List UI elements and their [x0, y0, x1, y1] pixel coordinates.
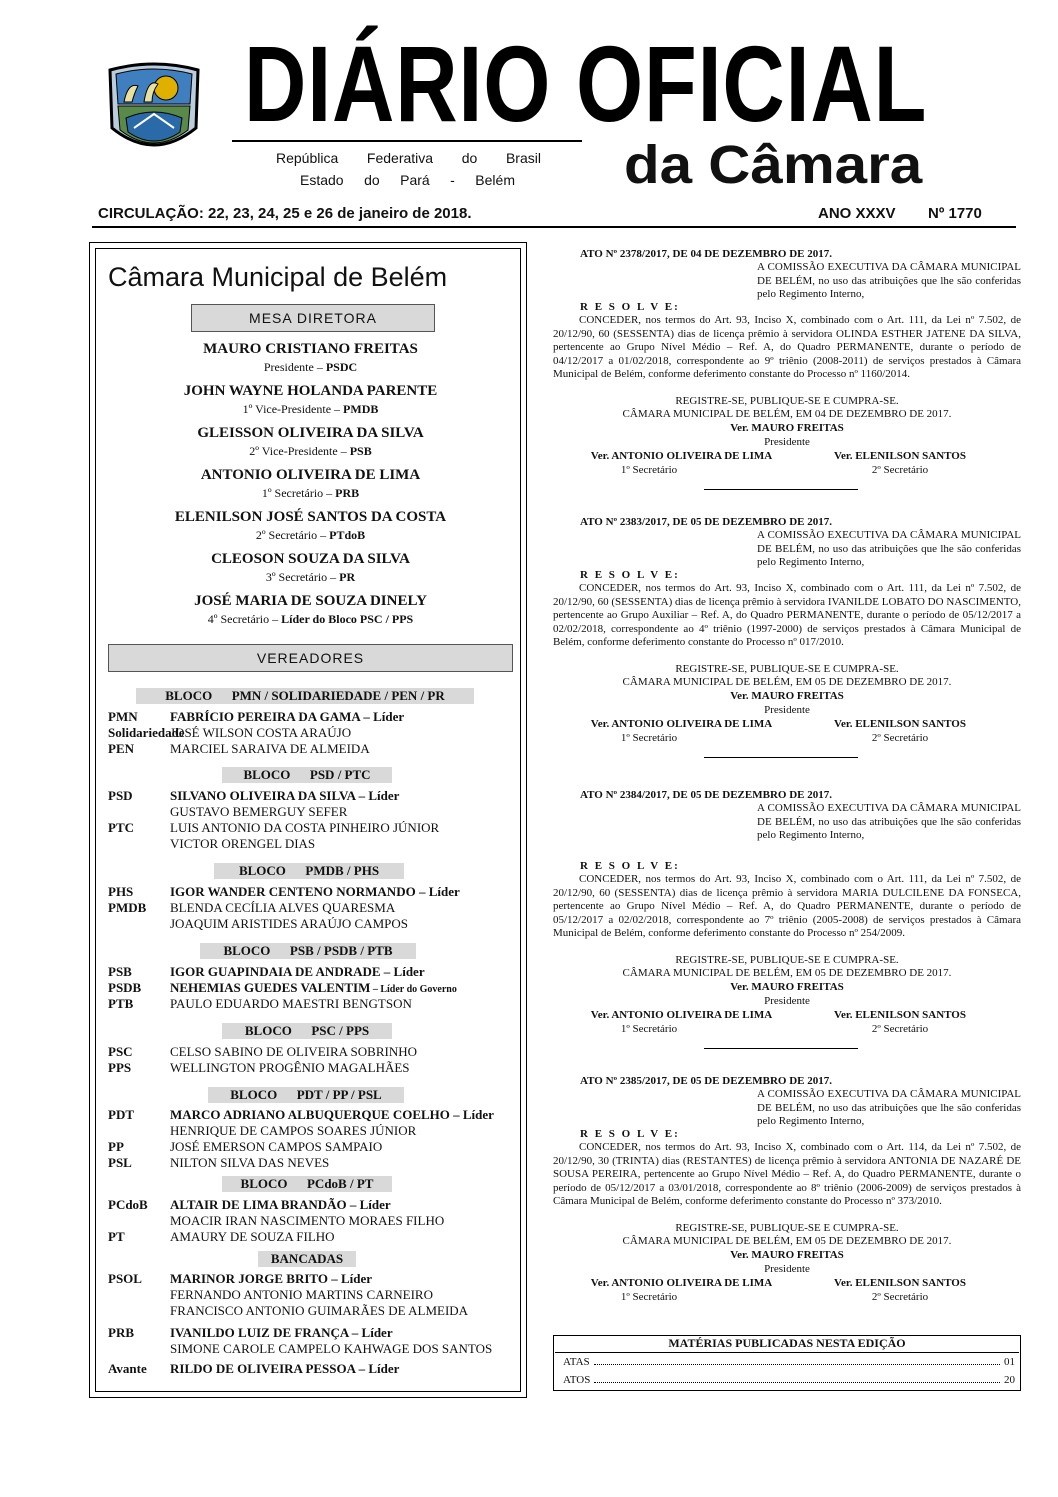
ato-body: CONCEDER, nos termos do Art. 93, Inciso X, combinado com o Art. 111, da Lei nº 7.502, de 20/12/90, 60 (SESSENTA) dias de licença prêmio à servidora OLINDA ESTHER JATENE DA SILVA, pertencente ao Grupo Nível Médio – Ref. A, do Quadro PERMANENTE, durante o período de 04/12/2017 a 01/02/2018, correspondente ao 9º triênio (2008-2011) de serviços prestados à Câmara Municipal de Belém, conforme deferimento constante do Processo nº 1160/2014. — [553, 314, 1021, 380]
vereador-name — [170, 964, 425, 980]
ato-comissao: A COMISSÃO EXECUTIVA DA CÂMARA MUNICIPAL DE BELÉM, no uso das atribuições que lhe são conferidas pelo Regimento Interno, — [757, 529, 1021, 568]
ato-local: CÂMARA MUNICIPAL DE BELÉM, EM 05 DE DEZEMBRO DE 2017. — [622, 967, 952, 979]
secretario1-role: 1º Secretário — [620, 732, 678, 744]
year-label: ANO XXXV — [818, 205, 896, 222]
vereador-name — [170, 1107, 494, 1123]
leader-tag: – Líder — [346, 1197, 391, 1212]
ato-registre: REGISTRE-SE, PUBLIQUE-SE E CUMPRA-SE. — [675, 663, 899, 675]
vereador-fullname: MOACIR IRAN NASCIMENTO MORAES FILHO — [170, 1213, 445, 1228]
estado-word: do — [364, 172, 380, 188]
vereador-name — [170, 741, 370, 757]
mesa-member-role — [108, 528, 513, 543]
vereador-fullname: SIMONE CAROLE CAMPELO KAHWAGE DOS SANTOS — [170, 1341, 493, 1356]
mesa-member-name: GLEISSON OLIVEIRA DA SILVA — [197, 425, 424, 441]
secretario1-name: Ver. ANTONIO OLIVEIRA DE LIMA — [590, 718, 773, 730]
bloco-header: BLOCO PSB / PSDB / PTB — [200, 943, 416, 959]
vereador-fullname: MARCO ADRIANO ALBUQUERQUE COELHO — [170, 1107, 450, 1122]
secretario1-role: 1º Secretário — [620, 1291, 678, 1303]
vereador-name — [170, 996, 412, 1012]
ato-body: CONCEDER, nos termos do Art. 93, Inciso X, combinado com o Art. 111, da Lei nº 7.502, de 20/12/90, 60 (SESSENTA) dias de licença prêmio à servidora MARIA DULCILENE DA FONSECA, pertencente ao Grupo Nível Médio – Ref. A, do Quadro PERMANENTE, durante o período de 05/12/2017 a 02/02/2018, correspondente ao 7º triênio (2005-2008) de serviços prestados à Câmara Municipal de Belém, conforme deferimento constante do Processo nº 254/2009. — [553, 873, 1021, 939]
ato-registre: REGISTRE-SE, PUBLIQUE-SE E CUMPRA-SE. — [675, 1222, 899, 1234]
secretario1-name: Ver. ANTONIO OLIVEIRA DE LIMA — [590, 1277, 773, 1289]
materias-header: MATÉRIAS PUBLICADAS NESTA EDIÇÃO — [668, 1336, 906, 1350]
party-abbrev: PSOL — [108, 1271, 142, 1286]
party-abbrev: Avante — [108, 1361, 147, 1376]
vereador-fullname: ALTAIR DE LIMA BRANDÃO — [170, 1197, 347, 1212]
vereador-name — [170, 1139, 382, 1155]
party-abbrev: PMDB — [108, 900, 147, 915]
materias-page: 20 — [1004, 1374, 1015, 1386]
party-abbrev: PPS — [108, 1060, 132, 1075]
mesa-member-role — [108, 444, 513, 459]
ato-local: CÂMARA MUNICIPAL DE BELÉM, EM 05 DE DEZEMBRO DE 2017. — [622, 676, 952, 688]
vereador-name — [170, 1060, 410, 1076]
secretario2-role: 2º Secretário — [871, 1291, 929, 1303]
mesa-member-name: MAURO CRISTIANO FREITAS — [203, 341, 418, 357]
bloco-header: BLOCO PMDB / PHS — [214, 863, 404, 879]
leader-dots — [594, 1356, 1000, 1365]
vereador-name — [170, 836, 315, 852]
vereador-name — [170, 1123, 416, 1139]
materias-label: ATOS — [563, 1374, 591, 1386]
bloco-header: BLOCO PDT / PP / PSL — [208, 1087, 404, 1103]
role-party: PR — [339, 570, 356, 584]
presidente-name: Ver. MAURO FREITAS — [730, 422, 844, 434]
vereador-name — [170, 1325, 393, 1341]
estado-word: Belém — [475, 172, 515, 188]
presidente-role: Presidente — [764, 436, 810, 448]
secretario2-role: 2º Secretário — [871, 464, 929, 476]
ato-resolve: R E S O L V E: — [580, 569, 680, 581]
vereador-name — [170, 1213, 444, 1229]
ato-body: CONCEDER, nos termos do Art. 93, Inciso X, combinado com o Art. 111, da Lei nº 7.502, de 20/12/90, 60 (SESSENTA) dias de licença prêmio à servidora IVANILDE LOBATO DO NASCIMENTO, pertencente ao Grupo Auxiliar – Ref. A, do Quadro PERMANENTE, durante o período de 05/12/2017 a 02/02/2018, correspondente ao 4º triênio (1997-2000) de serviços prestados à Câmara Municipal de Belém, conforme deferimento constante do Processo nº 017/2010. — [553, 582, 1021, 648]
vereador-name — [170, 980, 457, 996]
vereador-fullname: IGOR GUAPINDAIA DE ANDRADE — [170, 964, 381, 979]
bloco-header: BLOCO PSD / PTC — [222, 767, 392, 783]
mesa-member-role — [108, 612, 513, 627]
vereador-fullname: LUIS ANTONIO DA COSTA PINHEIRO JÚNIOR — [170, 820, 440, 835]
mesa-member-name: ELENILSON JOSÉ SANTOS DA COSTA — [174, 509, 447, 525]
republica-line — [276, 150, 541, 166]
secretario2-role: 2º Secretário — [871, 732, 929, 744]
ato-local: CÂMARA MUNICIPAL DE BELÉM, EM 05 DE DEZEMBRO DE 2017. — [622, 1235, 952, 1247]
role-party: PSB — [349, 444, 372, 458]
materias-label: ATAS — [563, 1356, 590, 1368]
estado-word: - — [450, 172, 455, 188]
party-abbrev: PMN — [108, 709, 138, 724]
presidente-name: Ver. MAURO FREITAS — [730, 1249, 844, 1261]
role-title: 4º Secretário – — [207, 612, 282, 626]
vereador-fullname: CELSO SABINO DE OLIVEIRA SOBRINHO — [170, 1044, 418, 1059]
mesa-member-name: ANTONIO OLIVEIRA DE LIMA — [200, 467, 421, 483]
secretario2-name: Ver. ELENILSON SANTOS — [834, 450, 966, 462]
vereador-fullname: GUSTAVO BEMERGUY SEFER — [170, 804, 348, 819]
estado-word: Pará — [400, 172, 430, 188]
party-abbrev: PCdoB — [108, 1197, 148, 1212]
separator-line — [704, 489, 858, 490]
secretario2-name: Ver. ELENILSON SANTOS — [834, 1009, 966, 1021]
vereador-fullname: NILTON SILVA DAS NEVES — [170, 1155, 330, 1170]
party-abbrev: Solidariedade — [108, 725, 185, 740]
republica-word: Federativa — [366, 150, 434, 166]
role-party: PTdoB — [329, 528, 366, 542]
materias-rule — [555, 1352, 1019, 1353]
vereador-fullname: FRANCISCO ANTONIO GUIMARÃES DE ALMEIDA — [170, 1303, 469, 1318]
vereador-fullname: NEHEMIAS GUEDES VALENTIM — [170, 980, 371, 995]
ato-body: CONCEDER, nos termos do Art. 93, Inciso X, combinado com o Art. 114, da Lei nº 7.502, de 20/12/90, 30 (TRINTA) dias (RESTANTES) de licença prêmio à servidora ANTONIA DE NAZARÉ DE SOUSA PEREIRA, pertencente ao Grupo Nível Médio – Ref. A, do Quadro PERMANENTE, durante o período de 05/12/2017 a 03/01/2018, correspondente ao 8º triênio (2006-2009) de serviços prestados à Câmara Municipal de Belém, conforme deferimento constante do Processo nº 373/2010. — [553, 1141, 1021, 1207]
party-abbrev: PT — [108, 1229, 125, 1244]
secretario2-name: Ver. ELENILSON SANTOS — [834, 718, 966, 730]
materias-row — [563, 1374, 1015, 1386]
leader-tag: – Líder — [355, 1361, 400, 1376]
ato-comissao: A COMISSÃO EXECUTIVA DA CÂMARA MUNICIPAL DE BELÉM, no uso das atribuições que lhe são conferidas pelo Regimento Interno, — [757, 802, 1021, 841]
ato-heading: ATO Nº 2385/2017, DE 05 DE DEZEMBRO DE 2017. — [580, 1075, 832, 1087]
vereador-fullname: MARINOR JORGE BRITO — [170, 1271, 328, 1286]
vereador-name — [170, 1287, 433, 1303]
ato-heading: ATO Nº 2383/2017, DE 05 DE DEZEMBRO DE 2017. — [580, 516, 832, 528]
vereador-fullname: RILDO DE OLIVEIRA PESSOA — [170, 1361, 356, 1376]
ato-comissao: A COMISSÃO EXECUTIVA DA CÂMARA MUNICIPAL DE BELÉM, no uso das atribuições que lhe são conferidas pelo Regimento Interno, — [757, 261, 1021, 300]
republica-word: Brasil — [505, 150, 541, 166]
vereador-fullname: VICTOR ORENGEL DIAS — [170, 836, 316, 851]
vereador-fullname: IVANILDO LUIZ DE FRANÇA — [170, 1325, 349, 1340]
presidente-name: Ver. MAURO FREITAS — [730, 981, 844, 993]
mesa-member-name: JOSÉ MARIA DE SOUZA DINELY — [194, 593, 427, 609]
vereador-fullname: AMAURY DE SOUZA FILHO — [170, 1229, 335, 1244]
vereador-name — [170, 788, 399, 804]
presidente-role: Presidente — [764, 1263, 810, 1275]
leader-tag: – Líder do Governo — [370, 984, 457, 995]
party-abbrev: PSD — [108, 788, 133, 803]
vereador-fullname: SILVANO OLIVEIRA DA SILVA — [170, 788, 356, 803]
role-party: PRB — [335, 486, 360, 500]
presidente-role: Presidente — [764, 995, 810, 1007]
vereador-name — [170, 1361, 399, 1377]
newspaper-subtitle: da Câmara — [624, 135, 923, 195]
role-title: 3º Secretário – — [265, 570, 340, 584]
materias-page: 01 — [1004, 1356, 1015, 1368]
role-party: Líder do Bloco PSC / PPS — [281, 612, 414, 626]
newspaper-title: DIÁRIO OFICIAL — [244, 23, 928, 144]
party-abbrev: PRB — [108, 1325, 134, 1340]
vereador-name — [170, 884, 460, 900]
mesa-member-role — [108, 486, 513, 501]
party-abbrev: PDT — [108, 1107, 134, 1122]
bloco-header: BLOCO PMN / SOLIDARIEDADE / PEN / PR — [136, 688, 474, 704]
role-title: Presidente – — [263, 360, 326, 374]
vereador-fullname: JOAQUIM ARISTIDES ARAÚJO CAMPOS — [170, 916, 409, 931]
vereador-name — [170, 1271, 372, 1287]
party-abbrev: PEN — [108, 741, 134, 756]
ato-comissao: A COMISSÃO EXECUTIVA DA CÂMARA MUNICIPAL DE BELÉM, no uso das atribuições que lhe são conferidas pelo Regimento Interno, — [757, 1088, 1021, 1127]
secretario2-name: Ver. ELENILSON SANTOS — [834, 1277, 966, 1289]
vereador-fullname: PAULO EDUARDO MAESTRI BENGTSON — [170, 996, 412, 1011]
vereador-name — [170, 725, 351, 741]
bloco-header: BLOCO PSC / PPS — [222, 1023, 392, 1039]
vereador-name — [170, 1197, 391, 1213]
republica-word: do — [461, 150, 478, 166]
ato-heading: ATO Nº 2378/2017, DE 04 DE DEZEMBRO DE 2017. — [580, 248, 832, 260]
vereador-fullname: JOSÉ WILSON COSTA ARAÚJO — [170, 725, 352, 740]
edition-number: Nº 1770 — [928, 205, 982, 222]
presidente-role: Presidente — [764, 704, 810, 716]
secretario1-name: Ver. ANTONIO OLIVEIRA DE LIMA — [590, 1009, 773, 1021]
role-party: PSDC — [325, 360, 358, 374]
vereador-name — [170, 1303, 468, 1319]
ato-registre: REGISTRE-SE, PUBLIQUE-SE E CUMPRA-SE. — [675, 954, 899, 966]
vereador-name — [170, 1229, 335, 1245]
leader-tag: – Líder — [380, 964, 425, 979]
ato-heading: ATO Nº 2384/2017, DE 05 DE DEZEMBRO DE 2017. — [580, 789, 832, 801]
role-title: 2º Secretário – — [255, 528, 330, 542]
ato-local: CÂMARA MUNICIPAL DE BELÉM, EM 04 DE DEZEMBRO DE 2017. — [622, 408, 952, 420]
vereador-name — [170, 916, 408, 932]
presidente-name: Ver. MAURO FREITAS — [730, 690, 844, 702]
vereador-name — [170, 804, 347, 820]
vereador-name — [170, 1341, 492, 1357]
vereador-fullname: MARCIEL SARAIVA DE ALMEIDA — [170, 741, 370, 756]
ato-resolve: R E S O L V E: — [580, 860, 680, 872]
party-abbrev: PSL — [108, 1155, 132, 1170]
secretario1-role: 1º Secretário — [620, 464, 678, 476]
mesa-diretora-header: MESA DIRETORA — [191, 304, 435, 332]
party-abbrev: PSDB — [108, 980, 142, 995]
materias-row — [563, 1356, 1015, 1368]
role-title: 1º Secretário – — [261, 486, 336, 500]
council-title: Câmara Municipal de Belém — [108, 262, 448, 292]
mesa-member-name: CLEOSON SOUZA DA SILVA — [211, 551, 410, 567]
party-abbrev: PTB — [108, 996, 134, 1011]
separator-line — [704, 757, 858, 758]
leader-dots — [594, 1374, 1000, 1383]
vereador-name — [170, 1155, 329, 1171]
leader-tag: – Líder — [415, 884, 460, 899]
coat-of-arms-seal — [104, 58, 204, 160]
party-abbrev: PSB — [108, 964, 132, 979]
leader-tag: – Líder — [449, 1107, 494, 1122]
vereador-fullname: HENRIQUE DE CAMPOS SOARES JÚNIOR — [170, 1123, 417, 1138]
vereador-name — [170, 820, 439, 836]
secretario1-role: 1º Secretário — [620, 1023, 678, 1035]
estado-line — [300, 172, 515, 188]
party-abbrev: PHS — [108, 884, 134, 899]
leader-tag: – Líder — [327, 1271, 373, 1286]
header-rule — [92, 226, 1016, 228]
title-rule — [232, 140, 582, 142]
role-title: 2º Vice-Presidente – — [249, 444, 350, 458]
circulation-dates: CIRCULAÇÃO: 22, 23, 24, 25 e 26 de janeiro de 2018. — [98, 205, 472, 222]
vereador-name — [170, 1044, 417, 1060]
mesa-member-name: JOHN WAYNE HOLANDA PARENTE — [183, 383, 438, 399]
estado-word: Estado — [300, 172, 344, 188]
role-title: 1º Vice-Presidente – — [242, 402, 344, 416]
party-abbrev: PTC — [108, 820, 134, 835]
vereador-fullname: IGOR WANDER CENTENO NORMANDO — [170, 884, 416, 899]
leader-tag: – Líder — [360, 709, 405, 724]
separator-line — [704, 1048, 858, 1049]
vereador-fullname: BLENDA CECÍLIA ALVES QUARESMA — [170, 900, 396, 915]
leader-tag: – Líder — [348, 1325, 393, 1340]
secretario2-role: 2º Secretário — [871, 1023, 929, 1035]
secretario1-name: Ver. ANTONIO OLIVEIRA DE LIMA — [590, 450, 773, 462]
ato-resolve: R E S O L V E: — [580, 301, 680, 313]
vereador-fullname: WELLINGTON PROGÊNIO MAGALHÃES — [170, 1060, 410, 1075]
mesa-member-role — [108, 360, 513, 375]
party-abbrev: PSC — [108, 1044, 133, 1059]
party-abbrev: PP — [108, 1139, 124, 1154]
bloco-header: BLOCO PCdoB / PT — [222, 1176, 392, 1192]
ato-resolve: R E S O L V E: — [580, 1128, 680, 1140]
ato-registre: REGISTRE-SE, PUBLIQUE-SE E CUMPRA-SE. — [675, 395, 899, 407]
mesa-member-role — [108, 570, 513, 585]
vereador-name — [170, 709, 404, 725]
vereador-fullname: JOSÉ EMERSON CAMPOS SAMPAIO — [170, 1139, 383, 1154]
vereador-fullname: FERNANDO ANTONIO MARTINS CARNEIRO — [170, 1287, 433, 1302]
role-party: PMDB — [343, 402, 379, 416]
mesa-member-role — [108, 402, 513, 417]
vereador-fullname: FABRÍCIO PEREIRA DA GAMA — [170, 709, 361, 724]
vereadores-header: VEREADORES — [108, 644, 513, 672]
vereador-name — [170, 900, 395, 916]
republica-word: República — [276, 150, 339, 166]
leader-tag: – Líder — [355, 788, 400, 803]
bloco-header: BANCADAS — [258, 1251, 356, 1267]
